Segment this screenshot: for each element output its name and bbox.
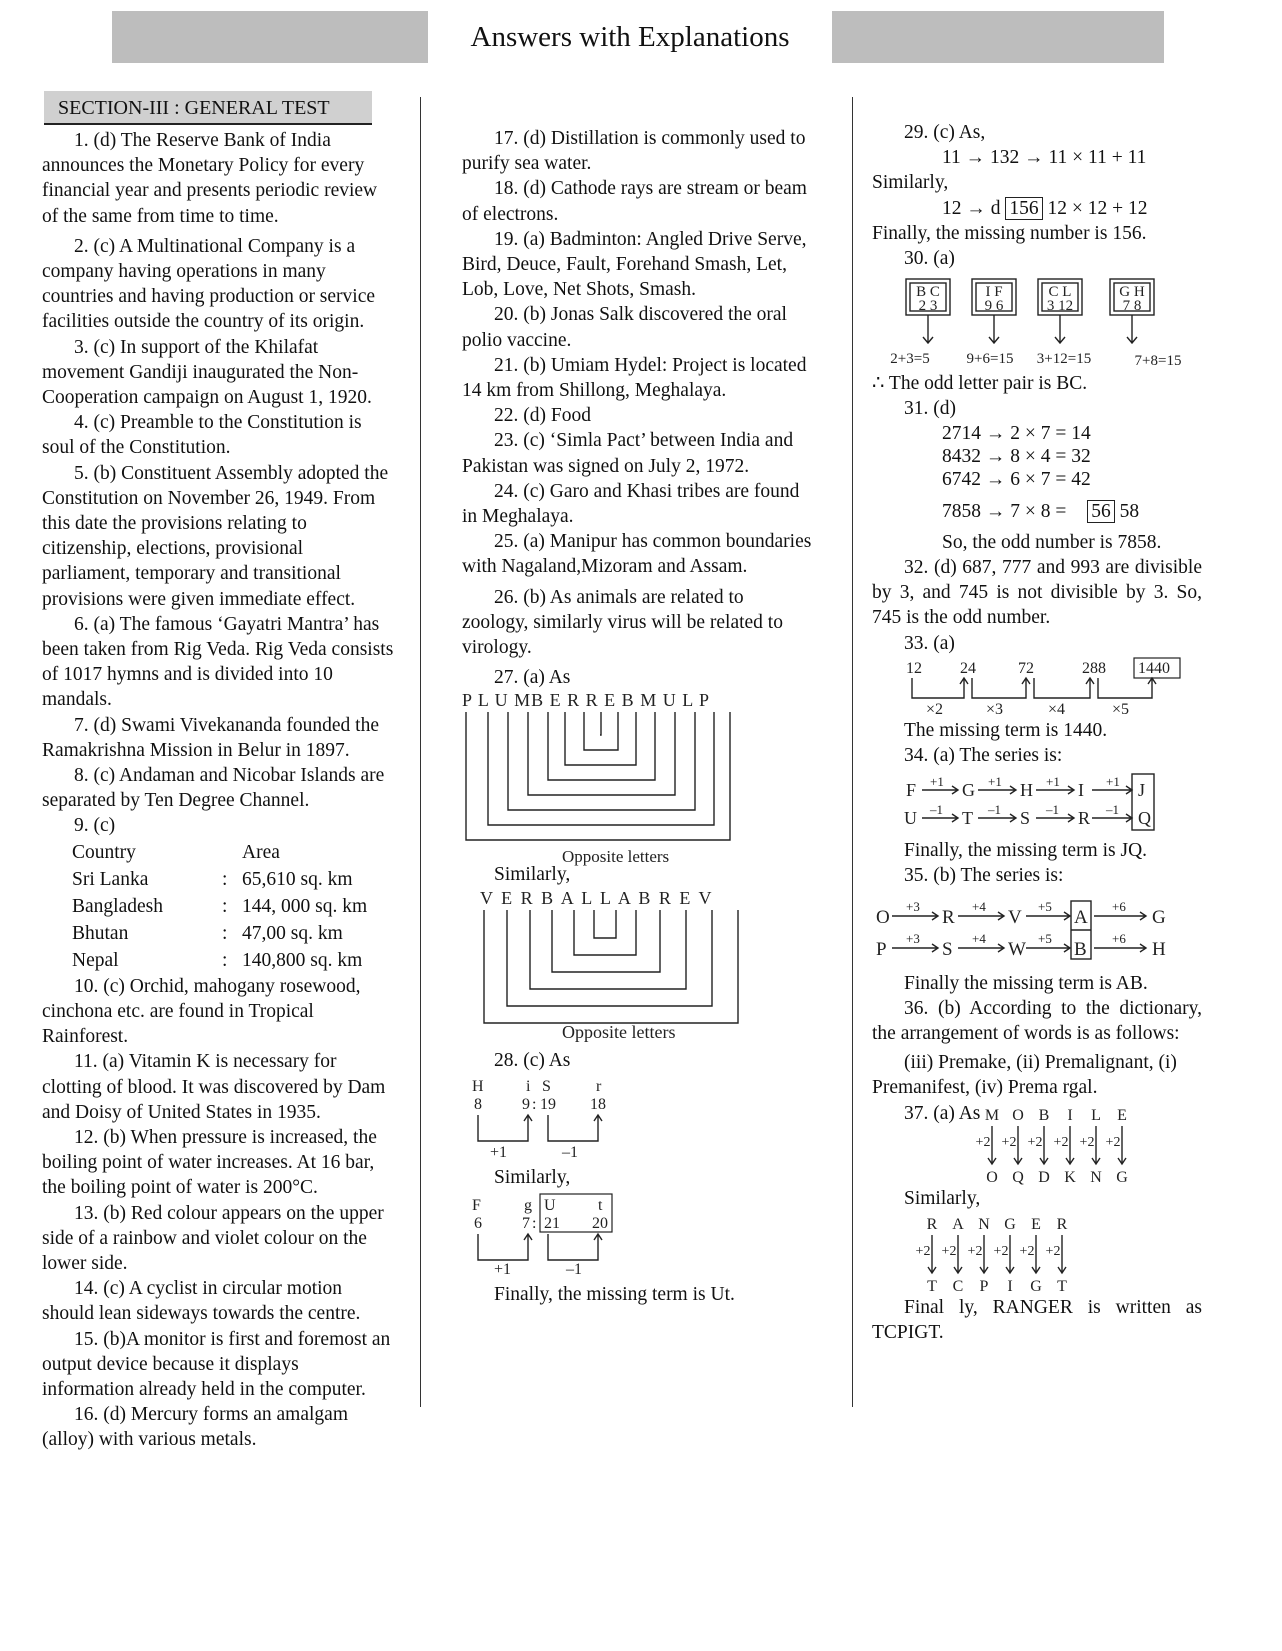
answer-37: 37. (a) As xyxy=(904,1102,981,1124)
series-term: 288 xyxy=(1082,659,1106,677)
code-result: G xyxy=(1116,1168,1128,1186)
answer-33-final: The missing term is 1440. xyxy=(904,719,1108,741)
series-term: 72 xyxy=(1018,659,1034,677)
answer-36-order: (iii) Premake, (ii) Premalignant, (i) Premanifest, (iv) Prema rgal. xyxy=(872,1052,1177,1099)
letter-t: t xyxy=(598,1197,603,1215)
q31-row: 6742 → 6 × 7 = 42 xyxy=(942,468,1091,490)
code-letter: N xyxy=(978,1216,990,1234)
pair-bot: 3 12 xyxy=(1046,298,1074,315)
answer-10: 10. (c) Orchid, mahogany rosewood, cinchona etc. are found in Tropical Rainforest. xyxy=(42,975,361,1048)
code-letter: E xyxy=(1117,1106,1127,1124)
series-letter: O xyxy=(876,906,890,928)
table-cell: : xyxy=(222,949,228,971)
table-cell: : xyxy=(222,922,228,944)
q31-row: 2714 → 2 × 7 = 14 xyxy=(942,422,1091,444)
table-cell: 144, 000 sq. km xyxy=(242,895,368,917)
series-letter: U xyxy=(904,808,917,829)
pair-sum: 7+8=15 xyxy=(1134,353,1182,370)
table-cell: : xyxy=(222,895,228,917)
table-cell: 65,610 sq. km xyxy=(242,868,353,890)
q29-line2a: 12 → d xyxy=(942,197,1001,219)
letter-i: i xyxy=(526,1077,531,1095)
code-result: I xyxy=(1007,1278,1013,1296)
answer-12: 12. (b) When pressure is increased, the boiling point of water increases. At 16 bar, the boiling point of water is 200°C. xyxy=(42,1126,377,1199)
code-result: O xyxy=(986,1168,998,1186)
answer-17: 17. (d) Distillation is commonly used to purify sea water. xyxy=(462,128,806,175)
area-header-area: Area xyxy=(242,841,280,863)
op-label: +3 xyxy=(906,898,920,914)
series-letter: G xyxy=(1152,906,1166,928)
answer-28: 28. (c) As xyxy=(494,1049,571,1071)
minus-one: –1 xyxy=(562,1143,578,1161)
answer-4: 4. (c) Preamble to the Constitution is soul of the Constitution. xyxy=(42,412,362,459)
code-result: G xyxy=(1030,1278,1042,1296)
table-cell: Nepal xyxy=(72,949,119,971)
answer-3: 3. (c) In support of the Khilafat movement Gandiji inaugurated the Non-Cooperation campaign on August 1, 1920. xyxy=(42,336,372,409)
opposite-letters-label-2: Opposite letters xyxy=(562,1021,676,1042)
op-label: +1 xyxy=(930,774,944,790)
answer-19: 19. (a) Badminton: Angled Drive Serve, Bird, Deuce, Fault, Forehand Smash, Let, Lob, Love, Net Shots, Smash. xyxy=(462,228,807,301)
answer-37-final: Final ly, RANGER is written as TCPIGT. xyxy=(872,1297,1202,1344)
verbal-word: V E R B A L L A B R E V xyxy=(480,887,714,908)
series-term: 24 xyxy=(960,659,976,677)
answer-6: 6. (a) The famous ‘Gayatri Mantra’ has been taken from Rig Veda. Rig Veda consists of 1017 hymns and is divided into 10 mandals. xyxy=(42,613,394,711)
area-table xyxy=(72,839,367,974)
answer-26: 26. (b) As animals are related to zoology, similarly virus will be related to virology. xyxy=(462,586,783,659)
answer-29: 29. (c) As, xyxy=(904,122,986,143)
num-9: 9 xyxy=(522,1095,530,1113)
answer-35-final: Finally the missing term is AB. xyxy=(904,972,1148,994)
op-label: –1 xyxy=(1046,802,1059,818)
code-result: Q xyxy=(1012,1168,1024,1186)
letter-pair-diagram xyxy=(872,271,1202,371)
series-op: ×5 xyxy=(1112,700,1130,718)
code-op: +2 xyxy=(1019,1244,1035,1260)
series-letter: G xyxy=(962,780,975,801)
ranger-code-diagram xyxy=(892,1211,1222,1295)
num-6: 6 xyxy=(474,1215,482,1233)
answer-36: 36. (b) According to the dictionary, the arrangement of words is as follows: xyxy=(872,997,1202,1045)
q31-after: 58 xyxy=(1119,500,1140,522)
area-header-country: Country xyxy=(72,841,136,863)
pair-bot: 7 8 xyxy=(1122,298,1142,315)
section-heading: SECTION-III : GENERAL TEST xyxy=(44,91,372,125)
table-cell: Bhutan xyxy=(72,922,129,944)
answer-13: 13. (b) Red colour appears on the upper side of a rainbow and violet colour on the lower side. xyxy=(42,1202,384,1274)
answer-24: 24. (c) Garo and Khasi tribes are found in Meghalaya. xyxy=(462,480,800,528)
answer-27: 27. (a) As xyxy=(494,667,571,689)
answer-1: 1. (d) The Reserve Bank of India announces the Monetary Policy for every financial year and presents periodic review of the same from time to time. xyxy=(42,130,378,227)
q31-box: 56 xyxy=(1087,500,1115,523)
table-cell: : xyxy=(222,868,228,890)
code-result: C xyxy=(952,1278,964,1296)
column-divider-left xyxy=(420,97,421,1407)
similarly-label-4: Similarly, xyxy=(904,1187,981,1209)
op-label: +4 xyxy=(972,898,986,914)
num-21: 21 xyxy=(544,1215,560,1233)
table-cell: Bangladesh xyxy=(72,895,163,917)
answer-16: 16. (d) Mercury forms an amalgam (alloy) with various metals. xyxy=(42,1404,348,1451)
answer-32: 32. (d) 687, 777 and 993 are divisible by 3, and 745 is not divisible by 3. So, 745 is the odd number. xyxy=(872,557,1202,629)
answer-28-final: Finally, the missing term is Ut. xyxy=(494,1284,735,1306)
plus-one: +1 xyxy=(494,1261,512,1279)
code-letter: M xyxy=(984,1106,1000,1124)
column-divider-right xyxy=(852,97,853,1407)
series-letter: B xyxy=(1074,938,1087,960)
letter-H: H xyxy=(472,1077,484,1095)
code-letter: A xyxy=(952,1216,964,1234)
answer-15: 15. (b)A monitor is first and foremost an output device because it displays information already held in the computer. xyxy=(42,1328,391,1400)
colon: : xyxy=(532,1215,537,1233)
code-op: +2 xyxy=(1001,1134,1017,1150)
op-label: +6 xyxy=(1112,898,1126,914)
pair-sum: 3+12=15 xyxy=(1036,351,1092,368)
colon: : xyxy=(532,1095,537,1113)
answer-30-final: ∴ The odd letter pair is BC. xyxy=(872,373,1088,395)
pair-sum: 9+6=15 xyxy=(966,351,1014,368)
op-label: +3 xyxy=(906,930,920,946)
his-r-diagram xyxy=(462,1073,812,1165)
op-label: +1 xyxy=(1046,774,1060,790)
pair-sum: 2+3=5 xyxy=(890,351,930,368)
code-letter: O xyxy=(1012,1106,1024,1124)
series-op: ×3 xyxy=(986,700,1004,718)
series-letter: I xyxy=(1078,780,1084,801)
code-result: D xyxy=(1038,1168,1050,1186)
series-op: ×2 xyxy=(926,700,944,718)
op-label: +1 xyxy=(988,774,1002,790)
table-row xyxy=(72,947,367,974)
code-op: +2 xyxy=(1053,1134,1069,1150)
answer-9: 9. (c) xyxy=(74,815,116,837)
code-op: +2 xyxy=(1045,1244,1061,1260)
opposite-letters-label: Opposite letters xyxy=(562,847,670,867)
letter-g: g xyxy=(524,1197,532,1215)
series-letter: T xyxy=(962,808,973,829)
answer-23: 23. (c) ‘Simla Pact’ between India and Pakistan was signed on July 2, 1972. xyxy=(462,430,794,477)
pair-bot: 2 3 xyxy=(918,298,938,315)
code-result: T xyxy=(1057,1278,1067,1296)
table-row xyxy=(72,920,367,947)
answer-8: 8. (c) Andaman and Nicobar Islands are separated by Ten Degree Channel. xyxy=(42,765,385,812)
table-cell: 140,800 sq. km xyxy=(242,949,363,971)
pair-bot: 9 6 xyxy=(984,298,1004,315)
code-op: +2 xyxy=(941,1244,957,1260)
code-result: K xyxy=(1064,1168,1076,1186)
answer-35: 35. (b) The series is: xyxy=(904,865,1064,887)
code-op: +2 xyxy=(1027,1134,1043,1150)
code-letter: R xyxy=(1056,1216,1068,1234)
pair-top: C L xyxy=(1048,284,1072,301)
pair-top: B C xyxy=(916,284,940,301)
series-letter: W xyxy=(1008,938,1026,960)
table-cell: Sri Lanka xyxy=(72,868,149,890)
code-op: +2 xyxy=(993,1244,1009,1260)
answer-22: 22. (d) Food xyxy=(494,405,591,427)
q31-row: 8432 → 8 × 4 = 32 xyxy=(942,445,1091,467)
fgut-diagram xyxy=(462,1190,812,1282)
answer-2: 2. (c) A Multinational Company is a company having operations in many countries and having production or service facilities outside the country of its origin. xyxy=(42,235,376,333)
op-label: –1 xyxy=(988,802,1001,818)
similarly-label: Similarly, xyxy=(494,864,571,886)
pair-top: I F xyxy=(985,284,1003,301)
series-letter: Q xyxy=(1138,808,1151,829)
q29-line1: 11 → 132 → 11 × 11 + 11 xyxy=(942,147,1147,169)
letter-F: F xyxy=(472,1197,481,1215)
answer-5: 5. (b) Constituent Assembly adopted the Constitution on November 26, 1949. From this date the provisions relating to citizenship, elections, provisional parliament, temporary and transitional provisions were given immediate effect. xyxy=(42,462,389,610)
pair-top: G H xyxy=(1119,284,1145,301)
minus-one: –1 xyxy=(566,1261,582,1279)
answer-34: 34. (a) The series is: xyxy=(904,745,1063,767)
series-letter: H xyxy=(1020,780,1033,801)
column-2 xyxy=(462,126,812,1307)
answer-21: 21. (b) Umiam Hydel: Project is located 14 km from Shillong, Meghalaya. xyxy=(462,354,807,402)
code-op: +2 xyxy=(1079,1134,1095,1150)
q31-last: 7858 → 7 × 8 = xyxy=(942,500,1067,522)
similarly-label-2: Similarly, xyxy=(494,1166,571,1188)
plus-one: +1 xyxy=(490,1143,508,1161)
page-title: Answers with Explanations xyxy=(428,11,832,63)
mobile-code-diagram xyxy=(952,1102,1282,1186)
num-8: 8 xyxy=(474,1095,482,1113)
series-letter: H xyxy=(1152,938,1166,960)
answer-34-final: Finally, the missing term is JQ. xyxy=(904,840,1148,862)
num-19: 19 xyxy=(540,1095,556,1113)
plumber-diagram xyxy=(462,690,812,867)
table-cell: 47,00 sq. km xyxy=(242,922,343,944)
code-letter: E xyxy=(1031,1216,1041,1234)
table-row xyxy=(72,866,367,893)
series-letter: J xyxy=(1138,780,1146,801)
q29-line2b: 12 × 12 + 12 xyxy=(1047,197,1148,219)
code-op: +2 xyxy=(915,1244,931,1260)
answer-7: 7. (d) Swami Vivekananda founded the Ramakrishna Mission in Belur in 1897. xyxy=(42,714,379,761)
code-result: P xyxy=(979,1278,989,1296)
series-35-diagram xyxy=(872,889,1202,965)
code-op: +2 xyxy=(975,1134,991,1150)
op-label: –1 xyxy=(930,802,943,818)
op-label: +6 xyxy=(1112,930,1126,946)
code-result: T xyxy=(927,1278,937,1296)
op-label: –1 xyxy=(1106,802,1119,818)
code-op: +2 xyxy=(1105,1134,1121,1150)
q29-box: 156 xyxy=(1005,197,1042,220)
letter-S: S xyxy=(542,1077,551,1095)
column-3 xyxy=(872,120,1202,1345)
series-term: 1440 xyxy=(1138,659,1170,677)
op-label: +1 xyxy=(1106,774,1120,790)
series-letter: P xyxy=(876,938,887,960)
code-letter: R xyxy=(926,1216,938,1234)
verbal-diagram xyxy=(462,887,812,1042)
answer-25: 25. (a) Manipur has common boundaries with Nagaland,Mizoram and Assam. xyxy=(462,531,812,578)
plumber-word: P L U MB E R R E B M U L P xyxy=(462,690,711,711)
series-letter: R xyxy=(942,906,955,928)
op-label: +5 xyxy=(1038,898,1052,914)
num-18: 18 xyxy=(590,1095,606,1113)
code-letter: G xyxy=(1004,1216,1016,1234)
answer-30: 30. (a) xyxy=(904,248,955,270)
answer-29-final: Finally, the missing number is 156. xyxy=(872,222,1147,244)
answer-31: 31. (d) xyxy=(904,398,956,420)
op-label: +5 xyxy=(1038,930,1052,946)
series-letter: F xyxy=(906,780,917,801)
answer-11: 11. (a) Vitamin K is necessary for clotting of blood. It was discovered by Dam and Doisy of United States in 1935. xyxy=(42,1051,386,1123)
column-1 xyxy=(42,128,394,1453)
series-term: 12 xyxy=(906,659,922,677)
series-letter: R xyxy=(1078,808,1091,829)
series-letter: A xyxy=(1074,906,1088,928)
code-letter: L xyxy=(1091,1106,1101,1124)
code-letter: B xyxy=(1038,1106,1050,1124)
series-letter: V xyxy=(1008,906,1022,928)
answer-14: 14. (c) A cyclist in circular motion should lean sideways towards the centre. xyxy=(42,1278,361,1325)
answer-18: 18. (d) Cathode rays are stream or beam of electrons. xyxy=(462,178,807,225)
table-row xyxy=(72,893,367,920)
series-op: ×4 xyxy=(1048,700,1066,718)
op-label: +4 xyxy=(972,930,986,946)
letter-U: U xyxy=(544,1197,556,1215)
code-op: +2 xyxy=(967,1244,983,1260)
answer-31-final: So, the odd number is 7858. xyxy=(942,531,1162,553)
series-34-diagram xyxy=(872,768,1202,834)
similarly-label-3: Similarly, xyxy=(872,172,949,194)
answer-20: 20. (b) Jonas Salk discovered the oral polio vaccine. xyxy=(462,304,787,351)
series-letter: S xyxy=(1020,808,1031,829)
code-result: N xyxy=(1090,1168,1102,1186)
code-letter: I xyxy=(1067,1106,1073,1124)
series-letter: S xyxy=(942,938,953,960)
letter-r: r xyxy=(596,1077,602,1095)
num-20: 20 xyxy=(592,1215,608,1233)
num-7: 7 xyxy=(522,1215,530,1233)
series-33-diagram xyxy=(872,656,1202,718)
answer-33: 33. (a) xyxy=(904,632,955,654)
